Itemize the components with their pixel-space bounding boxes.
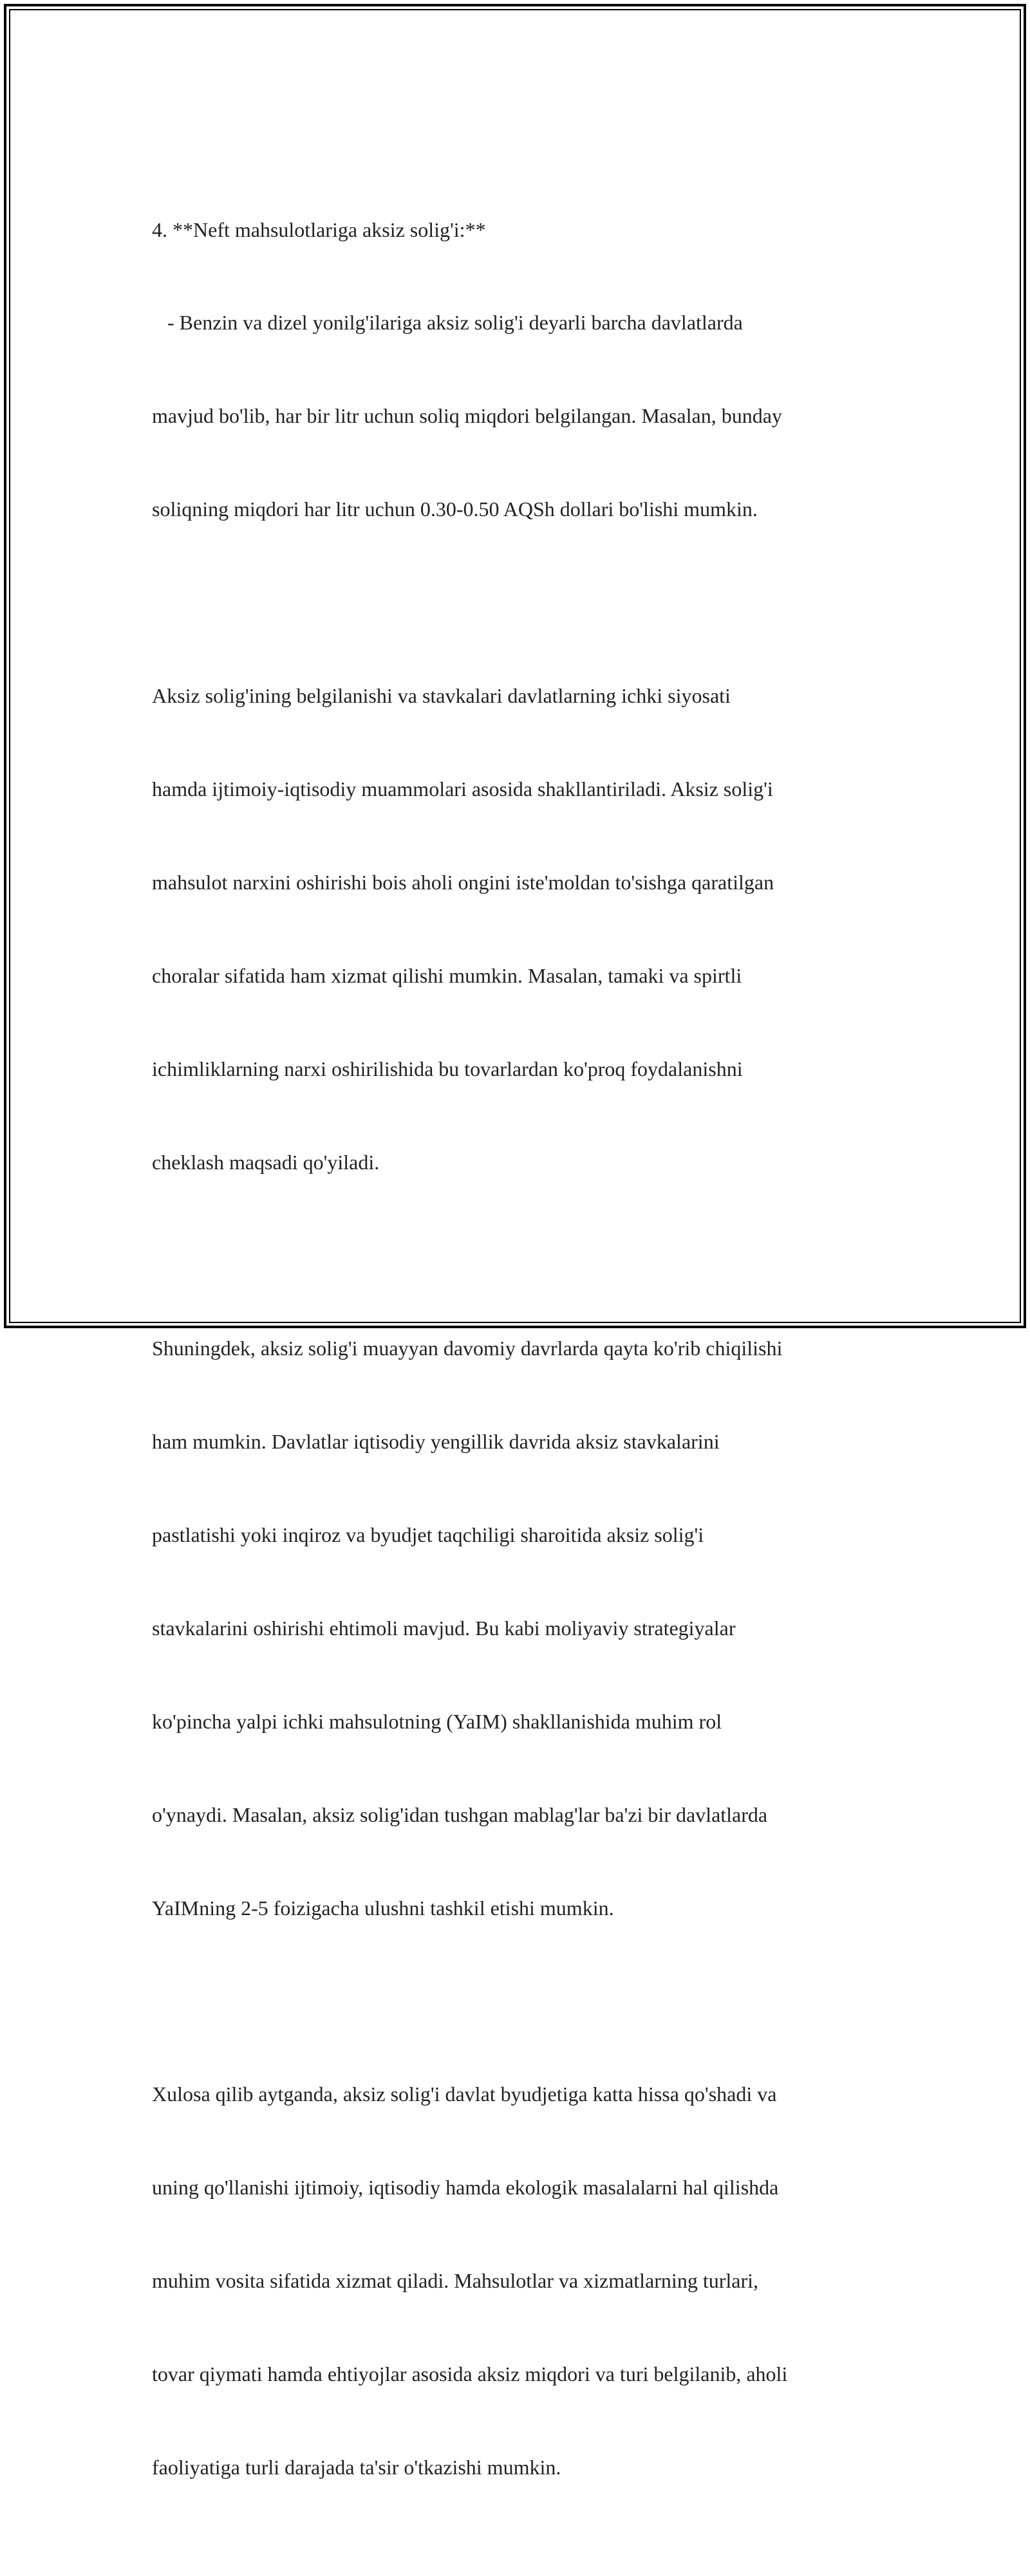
- paragraph-excise-revision: [152, 1271, 886, 1986]
- text-line: mavjud bo'lib, har bir litr uchun soliq miqdori belgilangan. Masalan, bunday: [152, 404, 782, 428]
- section-heading: 4. **Neft mahsulotlariga aksiz solig'i:**: [152, 218, 486, 241]
- text-line: ko'pincha yalpi ichki mahsulotning (YaIM) shakllanishida muhim rol: [152, 1709, 722, 1733]
- text-line: uning qo'llanishi ijtimoiy, iqtisodiy hamda ekologik masalalarni hal qilishda: [152, 2176, 779, 2200]
- text-line: Xulosa qilib aytganda, aksiz solig'i davlat byudjetiga katta hissa qo'shadi va: [152, 2082, 777, 2106]
- text-line: hamda ijtimoiy-iqtisodiy muammolari asosida shakllantiriladi. Aksiz solig'i: [152, 777, 773, 801]
- text-line: tovar qiymati hamda ehtiyojlar asosida aksiz miqdori va turi belgilanib, aholi: [152, 2362, 788, 2386]
- text-line: Shuningdek, aksiz solig'i muayyan davomiy davrlarda qayta ko'rib chiqilishi: [152, 1337, 783, 1360]
- text-line: o'ynaydi. Masalan, aksiz solig'idan tushgan mablag'lar ba'zi bir davlatlarda: [152, 1802, 768, 1826]
- text-line: choralar sifatida ham xizmat qilishi mumkin. Masalan, tamaki va spirtli: [152, 963, 742, 987]
- text-line: faoliyatiga turli darajada ta'sir o'tkazishi mumkin.: [152, 2455, 561, 2479]
- text-line: soliqning miqdori har litr uchun 0.30-0.50 AQSh dollari bo'lishi mumkin.: [152, 497, 758, 521]
- text-line: cheklash maqsadi qo'yiladi.: [152, 1150, 380, 1174]
- text-line: YaIMning 2-5 foizigacha ulushni tashkil etishi mumkin.: [152, 1896, 614, 1920]
- document-body: [152, 152, 886, 2576]
- text-line: ham mumkin. Davlatlar iqtisodiy yengillik davrida aksiz stavkalarini: [152, 1430, 720, 1454]
- paragraph-conclusion: [152, 2017, 886, 2545]
- text-line: - Benzin va dizel yonilg'ilariga aksiz solig'i deyarli barcha davlatlarda: [152, 311, 743, 335]
- text-line: pastlatishi yoki inqiroz va byudjet taqchiligi sharoitida aksiz solig'i: [152, 1523, 704, 1547]
- text-line: stavkalarini oshirishi ehtimoli mavjud. Bu kabi moliyaviy strategiyalar: [152, 1616, 736, 1640]
- text-line: ichimliklarning narxi oshirilishida bu tovarlardan ko'proq foydalanishni: [152, 1057, 743, 1080]
- paragraph-excise-purpose: [152, 618, 886, 1239]
- text-line: muhim vosita sifatida xizmat qiladi. Mahsulotlar va xizmatlarning turlari,: [152, 2269, 758, 2293]
- section-petroleum-excise: [152, 152, 886, 587]
- text-line: mahsulot narxini oshirishi bois aholi ongini iste'moldan to'sishga qaratilgan: [152, 870, 774, 894]
- text-line: Aksiz solig'ining belgilanishi va stavkalari davlatlarning ichki siyosati: [152, 684, 731, 708]
